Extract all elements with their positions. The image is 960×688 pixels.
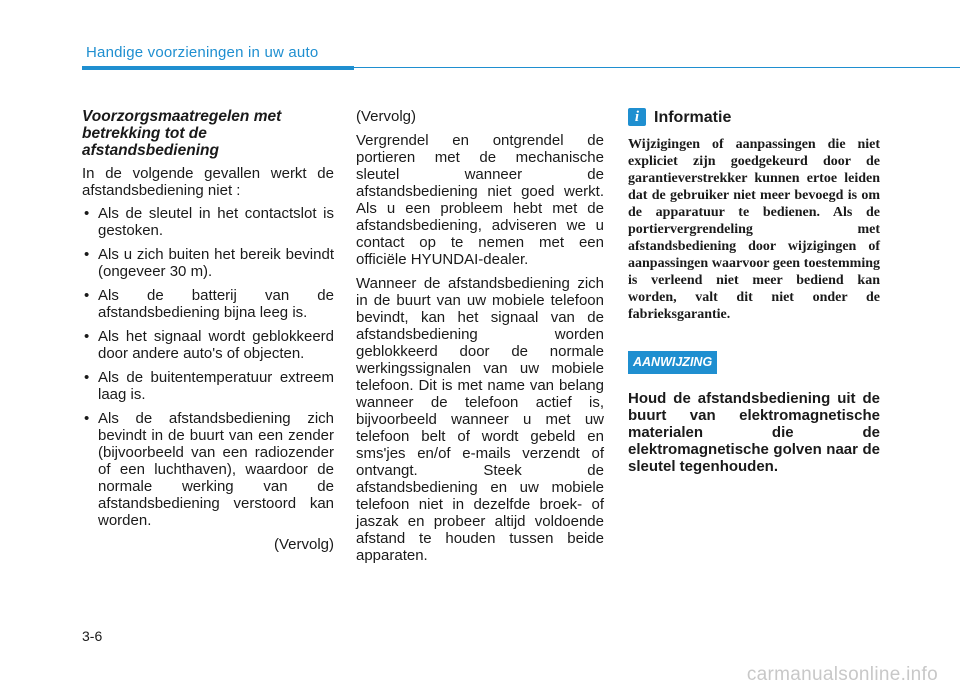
- list-item: • Als u zich buiten het bereik bevindt (ongeveer 30 m).: [82, 246, 334, 280]
- notice-badge: AANWIJZING: [628, 351, 717, 374]
- info-icon: i: [628, 108, 646, 126]
- info-header: [628, 108, 880, 126]
- list-item: • Als de afstandsbediening zich bevindt in de buurt van een zender (bijvoorbeeld van een radiozender of een luchthaven), waardoor de normale werking van de afstandsbediening verstoord kan worden.: [82, 410, 334, 529]
- notice-text: Houd de afstandsbediening uit de buurt van elektromagnetische materialen die de elektromagnetische golven naar de sleutel tegenhouden.: [628, 390, 880, 475]
- continued-label: (Vervolg): [356, 108, 417, 125]
- header-rule-thin: [354, 67, 960, 68]
- info-title: Informatie: [654, 108, 732, 126]
- page-header-title: Handige voorzieningen in uw auto: [86, 44, 319, 61]
- continued-label: (Vervolg): [273, 536, 334, 553]
- info-body: Wijzigingen of aanpassingen die niet expliciet zijn goedgekeurd door de garantieverstrekker kunnen ertoe leiden dat de gebruiker niet meer bevoegd is om de apparatuur te bedienen. Als de portiervergrendeling met afstandsbediening door wijzigingen of aanpassingen waarvoor geen toestemming is verleend niet meer bediend kan worden, valt dit niet onder de fabrieksgarantie.: [628, 137, 880, 322]
- bullet-list: [82, 205, 334, 529]
- watermark: carmanualsonline.info: [746, 664, 938, 685]
- header-rule-thick: [82, 66, 354, 70]
- column-middle: [356, 108, 604, 571]
- column-left: [82, 108, 334, 559]
- section-heading: Voorzorgsmaatregelen met betrekking tot de afstandsbediening: [82, 108, 282, 159]
- list-item: • Als de buitentemperatuur extreem laag is.: [82, 369, 334, 403]
- column-right: [628, 108, 880, 475]
- list-item: • Als het signaal wordt geblokkeerd door andere auto's of objecten.: [82, 328, 334, 362]
- paragraph: Vergrendel en ontgrendel de portieren met de mechanische sleutel wanneer de afstandsbediening niet goed werkt. Als u een probleem hebt met de afstandsbediening, adviseren we u contact op te nemen met een officiële HYUNDAI-dealer.: [356, 132, 604, 268]
- paragraph: Wanneer de afstandsbediening zich in de buurt van uw mobiele telefoon bevindt, kan het signaal van de afstandsbediening worden geblokkeerd door de normale werkingssignalen van uw mobiele telefoon. Dit is met name van belang wanneer de telefoon actief is, bijvoorbeeld wanneer u met uw telefoon belt of wordt gebeld en sms'jes en/of e-mails verzendt of ontvangt. Steek de afstandsbediening en uw mobiele telefoon niet in dezelfde broek- of jaszak en probeer altijd voldoende afstand te houden tussen beide apparaten.: [356, 275, 604, 564]
- page-number: 3-6: [82, 628, 103, 644]
- list-item: • Als de batterij van de afstandsbediening bijna leeg is.: [82, 287, 334, 321]
- intro-text: In de volgende gevallen werkt de afstandsbediening niet :: [82, 165, 334, 199]
- list-item: • Als de sleutel in het contactslot is gestoken.: [82, 205, 334, 239]
